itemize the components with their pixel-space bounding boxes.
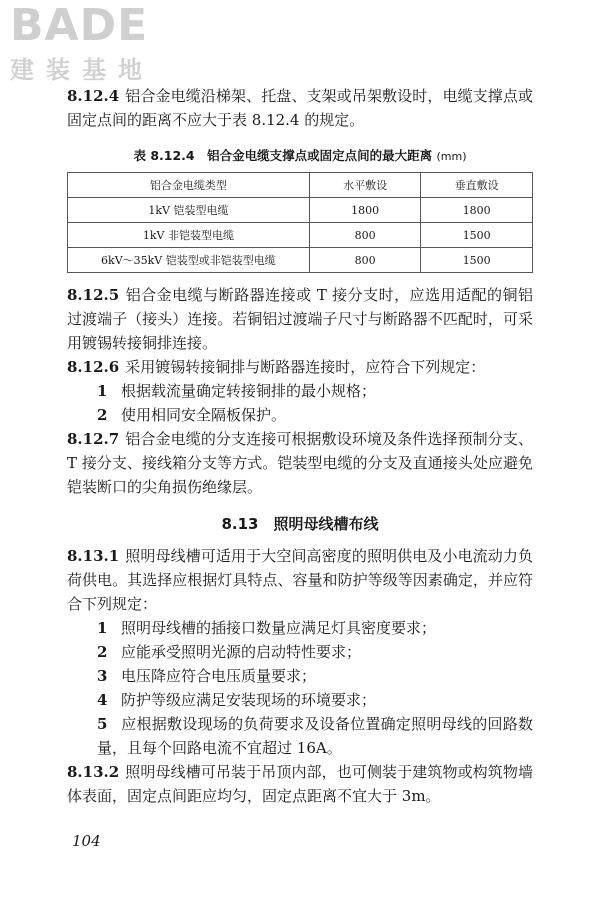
list-item (67, 712, 533, 760)
support-distance-table (67, 172, 533, 273)
list-item-text: 照明母线槽的插接口数量应满足灯具密度要求； (121, 619, 437, 637)
table-header-cell: 铝合金电缆类型 (68, 173, 310, 198)
clause-8-12-5 (67, 283, 533, 355)
logo-subtitle: 建装基地 (10, 56, 154, 84)
logo (6, 0, 181, 92)
list-item-number: 1 (97, 619, 108, 637)
table-row (68, 248, 533, 273)
table-cell: 1500 (421, 248, 533, 273)
clause-number: 8.12.4 (67, 87, 120, 105)
clause-8-12-4 (67, 84, 533, 132)
list-item-number: 2 (97, 643, 108, 661)
list-item-text: 根据载流量确定转接铜排的最小规格； (121, 382, 377, 400)
clause-text: 照明母线槽可吊装于吊顶内部，也可侧装于建筑物或构筑物墙体表面，固定点间距应均匀，固定点距离不宜大于 3m。 (67, 763, 533, 805)
clause-number: 8.13.1 (67, 547, 120, 565)
table-cell: 1500 (421, 223, 533, 248)
list-item (67, 403, 533, 427)
clause-8-13-2 (67, 760, 533, 808)
clause-text: 采用镀锡转接铜排与断路器连接时，应符合下列规定： (125, 358, 486, 376)
clause-number: 8.12.5 (67, 286, 120, 304)
list-item-text: 使用相同安全隔板保护。 (121, 406, 287, 424)
list-item (67, 616, 533, 640)
list-item-number: 1 (97, 382, 108, 400)
table-cell: 1800 (421, 198, 533, 223)
table-cell: 6kV～35kV 铠装型或非铠装型电缆 (68, 248, 310, 273)
table-cell: 1800 (309, 198, 421, 223)
table-header-row (68, 173, 533, 198)
logo-mark: BADE (10, 0, 149, 51)
table-cell: 800 (309, 223, 421, 248)
list-item-number: 4 (97, 691, 108, 709)
document-body (67, 84, 533, 808)
clause-8-12-6 (67, 355, 533, 379)
section-title: 8.13 照明母线槽布线 (221, 515, 379, 533)
list-item (67, 640, 533, 664)
clause-8-12-7 (67, 427, 533, 499)
table-header-cell: 水平敷设 (309, 173, 421, 198)
table-header-cell: 垂直敷设 (421, 173, 533, 198)
list-item-text: 电压降应符合电压质量要求； (121, 667, 317, 685)
list-item-text: 应根据敷设现场的负荷要求及设备位置确定照明母线的回路数量，且每个回路电流不宜超过 16A。 (97, 715, 533, 757)
table-caption-text: 表 8.12.4 铝合金电缆支撑点或固定点间的最大距离 (133, 148, 433, 163)
table-cell: 800 (309, 248, 421, 273)
clause-number: 8.12.6 (67, 358, 120, 376)
page-number: 104 (72, 832, 101, 850)
list-item-number: 3 (97, 667, 108, 685)
clause-text: 铝合金电缆与断路器连接或 T 接分支时，应选用适配的铜铝过渡端子（接头）连接。若铜铝过渡端子尺寸与断路器不匹配时，可采用镀锡转接铜排连接。 (67, 286, 533, 352)
table-unit: (mm) (436, 150, 467, 163)
clause-text: 铝合金电缆沿梯架、托盘、支架或吊架敷设时，电缆支撑点或固定点间的距离不应大于表 8.12.4 的规定。 (67, 87, 533, 129)
list-item-number: 2 (97, 406, 108, 424)
list-item-text: 防护等级应满足安装现场的环境要求； (121, 691, 377, 709)
list-item-number: 5 (97, 715, 108, 733)
table-row (68, 198, 533, 223)
table-caption (67, 146, 533, 164)
clause-number: 8.13.2 (67, 763, 120, 781)
clause-number: 8.12.7 (67, 430, 120, 448)
table-cell: 1kV 铠装型电缆 (68, 198, 310, 223)
list-item (67, 664, 533, 688)
table-cell: 1kV 非铠装型电缆 (68, 223, 310, 248)
list-item (67, 688, 533, 712)
table-row (68, 223, 533, 248)
list-item (67, 379, 533, 403)
list-item-text: 应能承受照明光源的启动特性要求； (121, 643, 362, 661)
clause-8-13-1 (67, 544, 533, 616)
clause-text: 铝合金电缆的分支连接可根据敷设环境及条件选择预制分支、T 接分支、接线箱分支等方式。铠装型电缆的分支及直通接头处应避免铠装断口的尖角损伤绝缘层。 (67, 430, 533, 496)
clause-text: 照明母线槽可适用于大空间高密度的照明供电及小电流动力负荷供电。其选择应根据灯具特点、容量和防护等级等因素确定，并应符合下列规定： (67, 547, 533, 613)
